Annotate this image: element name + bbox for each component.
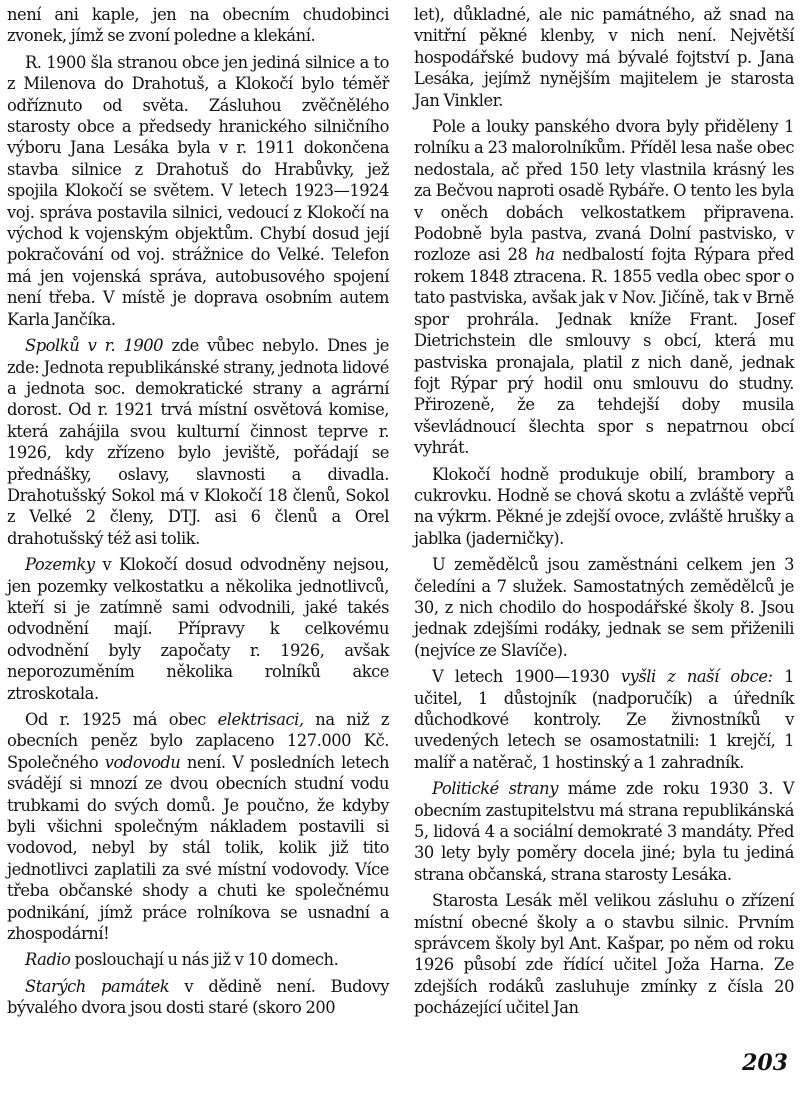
- paragraph: [414, 890, 794, 1018]
- paragraph-text: 1 učitel, 1 důstojník (nadporučík) a úředník důchodkové kontroly. Ze živnostníků v uvedených letech se osamostatnili: 1 krejčí, 1 malíř a natěrač, 1 hostinský a 1 zahradník.: [414, 667, 794, 772]
- page-number: 203: [742, 1050, 788, 1076]
- paragraph-text: není. V posledních letech svádějí si mnozí ze dvou obecních studní vodu trubkami do svých domů. Je poučno, že kdyby byli všichni společným nákladem postavili si vodovod, nebyl by stál tolik, kolik již tito jednotlivci zaplatili za své místní vodovody. Více třeba občanské shody a chuti ke společnému podnikání, jímž práce rolníkova se usnadní a zhospodární!: [7, 752, 389, 944]
- paragraph: [414, 554, 794, 661]
- paragraph-text: U zemědělců jsou zaměstnáni celkem jen 3 čeledíni a 7 služek. Samostatných zemědělců je 30, z nich chodilo do hospodářské školy 8. Jsou jednak zdejšími rodáky, jednak se sem přiženili (nejvíce ze Slavíče).: [414, 555, 794, 660]
- paragraph-text: není ani kaple, jen na obecním chudobinci zvonek, jímž se zvoní poledne a klekání.: [7, 5, 389, 46]
- emphasis: vodovodu: [104, 752, 181, 772]
- paragraph: [7, 52, 389, 330]
- paragraph-text: v dědině není. Budovy bývalého dvora jsou dosti staré (skoro 200: [7, 976, 389, 1018]
- paragraph-text: nedbalostí fojta Rýpara před rokem 1848 ztracena. R. 1855 vedla obec spor o tato pastviska, avšak jak v Nov. Jičíně, tak v Brně spor prohrála. Jednak kníže Frant. Josef Dietrichstein dle smlouvy s obcí, která mu pastviska pronajala, platil z nich daně, jednak fojt Rýpar prý hodil onu smlouvu do studny. Přirozeně, že za tehdejší doby musila vševládnoucí šlechta spor s nepatrnou obcí vyhrát.: [414, 245, 794, 458]
- paragraph: [7, 949, 389, 970]
- paragraph-text: zde vůbec nebylo. Dnes je zde: Jednota republikánské strany, jednota lidové a jednota soc. demokratické strany a agrární dorost. Od r. 1921 trvá místní osvětová komise, která zahájila svou kulturní činnost teprve r. 1926, kdy zřízeno bylo jeviště, pořádají se přednášky, oslavy, slavnosti a divadla. Drahotušský Sokol má v Klokočí 18 členů, Sokol z Velké 2 členy, DTJ. asi 6 členů a Orel drahotušský též asi tolik.: [7, 336, 389, 548]
- paragraph-text: let), důkladné, ale nic památného, až snad na vnitřní pěkné klenby, v nich není. Největší hospodářské budovy má bývalé fojtství p. Jana Lesáka, jejímž nynějším majitelem je starosta Jan Vinkler.: [414, 5, 794, 110]
- paragraph-text: máme zde roku 1930 3. V obecním zastupitelstvu má strana republikánská 5, lidová 4 a sociální demokraté 3 mandáty. Před 30 lety byly poměry docela jiné; byla tu jediná strana občanská, strana starosty Lesáka.: [414, 779, 795, 884]
- paragraph-text: Klokočí hodně produkuje obilí, brambory a cukrovku. Hodně se chová skotu a zvláště vepřů na výkrm. Pěkné je zdejší ovoce, zvláště hrušky a jablka (jaderničky).: [414, 464, 794, 548]
- emphasis: Spolků v r. 1900: [25, 336, 164, 356]
- paragraph: [414, 4, 794, 111]
- paragraph: [7, 554, 389, 704]
- paragraph-text: V letech 1900—1930: [432, 667, 621, 687]
- paragraph-text: poslouchají u nás již v 10 domech.: [70, 950, 339, 970]
- paragraph: [414, 778, 794, 885]
- right-column: [414, 4, 794, 1019]
- emphasis: ha: [535, 245, 555, 265]
- paragraph-text: v Klokočí dosud odvodněny nejsou, jen pozemky velkostatku a několika jednotlivců, kteří si je zatímně sami odvodnili, jaké takés odvodnění mají. Přípravy k celkovému odvodnění byly započaty r. 1926, avšak neporozuměním několika rolníků akce ztroskotala.: [7, 555, 389, 703]
- emphasis: elektrisaci,: [217, 710, 304, 729]
- paragraph: [7, 4, 389, 47]
- paragraph-text: Starosta Lesák měl velikou zásluhu o zřízení místní obecné školy a o stavbu silnic. Prvním správcem školy byl Ant. Kašpar, po něm od roku 1926 působí zde řídící učitel Joža Harna. Ze zdejších rodáků zasluhuje zmínky z čísla 20 pocházející učitel Jan: [414, 891, 794, 1018]
- paragraph-text: R. 1900 šla stranou obce jen jediná silnice a to z Milenova do Drahotuš, a Klokočí bylo téměř odříznuto od světa. Zásluhou zvěčnělého starosty obce a předsedy hranického silničního výboru Jana Lesáka byla v r. 1911 dokončena stavba silnice z Drahotuš do Hrabůvky, jež spojila Klokočí se světem. V letech 1923—1924 voj. správa postavila silnici, vedoucí z Klokočí na východ k vojenským objektům. Chybí dosud její pokračování od voj. strážnice do Velké. Telefon má jen vojenská správa, autobusového spojení není třeba. V místě je doprava osobním autem Karla Jančíka.: [7, 52, 389, 329]
- emphasis: Politické strany: [432, 779, 558, 799]
- emphasis: Pozemky: [25, 555, 95, 575]
- emphasis: Radio: [25, 950, 71, 970]
- paragraph-text: na niž z obecních peněz bylo zaplaceno 127.000 Kč. Společného: [7, 710, 389, 772]
- emphasis: Starých památek: [25, 976, 170, 996]
- paragraph: [414, 116, 794, 459]
- paragraph: [414, 464, 794, 550]
- emphasis: vyšli z naší obce:: [620, 667, 773, 687]
- paragraph-text: Od r. 1925 má obec: [25, 710, 218, 729]
- paragraph: [414, 666, 794, 773]
- paragraph: [7, 976, 389, 1019]
- paragraph-text: Pole a louky panského dvora byly přiděleny 1 rolníku a 23 malorolníkům. Příděl lesa naše obec nedostala, ač před 150 lety vlastnila krásný les za Bečvou naproti osadě Rybáře. O tento les byla v oněch dobách velkostatkem připravena. Podobně byla pastva, zvaná Dolní pastvisko, v rozloze asi 28: [414, 117, 794, 265]
- left-column: [7, 4, 389, 1019]
- paragraph: [7, 335, 389, 549]
- paragraph: [7, 709, 389, 944]
